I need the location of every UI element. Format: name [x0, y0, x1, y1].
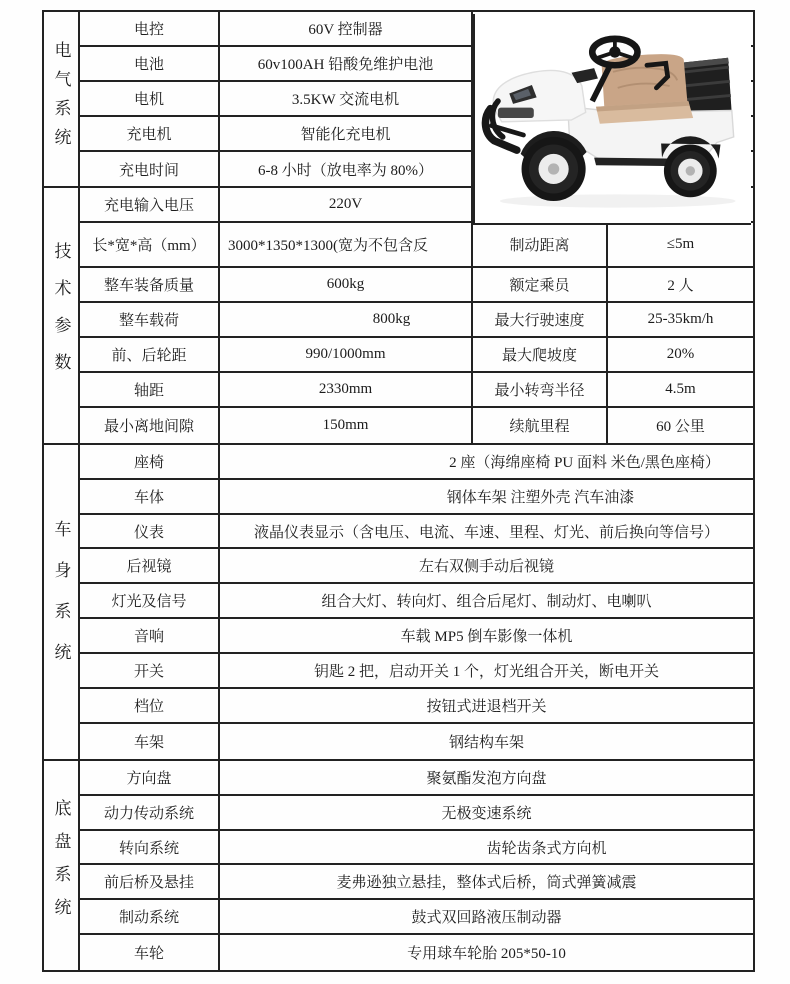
spec-name-cell: 电机 [80, 82, 220, 115]
table-row [80, 515, 753, 550]
section-label-text: 底盘系统 [51, 799, 71, 932]
spec-name-cell: 音响 [80, 619, 220, 652]
vehicle-photo-cell [473, 14, 751, 225]
spec-name-cell: 车轮 [80, 935, 220, 970]
spec-name-cell: 整车载荷 [80, 303, 220, 336]
spec-name-cell: 电池 [80, 47, 220, 80]
spec-value-cell: 2 座（海绵座椅 PU 面料 米色/黑色座椅） [449, 454, 720, 471]
spec-value-cell: 无极变速系统 [441, 805, 532, 822]
table-row [80, 408, 753, 443]
table-row [80, 796, 753, 831]
table-row [80, 689, 753, 724]
spec-value-cell: 220V [220, 188, 473, 221]
spec-name-cell: 最小离地间隙 [80, 408, 220, 443]
spec-value-cell: ≤5m [666, 236, 695, 253]
spec-name-cell: 动力传动系统 [80, 796, 220, 829]
spec-name-cell: 前后桥及悬挂 [80, 865, 220, 898]
spec-name-cell: 最大行驶速度 [473, 303, 608, 336]
spec-value-cell: 组合大灯、转向灯、组合后尾灯、制动灯、电喇叭 [321, 594, 652, 611]
section-label-chassis-system [44, 761, 80, 970]
spec-name-cell: 方向盘 [80, 761, 220, 794]
section-label-text: 技术参数 [51, 241, 71, 390]
table-row [80, 831, 753, 866]
spec-value-cell: 60 公里 [656, 418, 705, 435]
spec-value-cell: 150mm [220, 408, 473, 443]
spec-value-cell: 智能化充电机 [220, 117, 473, 150]
spec-name-cell: 续航里程 [473, 408, 608, 443]
section-body-system [44, 445, 753, 761]
spec-name-cell: 最小转弯半径 [473, 373, 608, 406]
spec-value-cell: 液晶仪表显示（含电压、电流、车速、里程、灯光、前后换向等信号） [253, 524, 719, 541]
table-row [80, 900, 753, 935]
table-row [80, 761, 753, 796]
spec-name-cell: 制动距离 [473, 223, 608, 266]
spec-name-cell: 档位 [80, 689, 220, 722]
table-row [80, 654, 753, 689]
table-row [80, 223, 753, 268]
table-row [80, 373, 753, 408]
table-row [80, 865, 753, 900]
spec-value-cell: 60v100AH 铅酸免维护电池 [220, 47, 473, 80]
spec-value-cell: 专用球车轮胎 205*50-10 [407, 946, 566, 963]
spec-name-cell: 额定乘员 [473, 268, 608, 301]
spec-name-cell: 长*宽*高（mm） [80, 223, 220, 266]
table-row [80, 338, 753, 373]
electric-utility-cart-image [480, 20, 746, 218]
table-row [80, 935, 753, 970]
spec-name-cell: 充电输入电压 [80, 188, 220, 221]
spec-name-cell: 电控 [80, 12, 220, 45]
section-tech-params [44, 188, 753, 444]
spec-value-cell: 3000*1350*1300(宽为不包含反 [220, 223, 473, 266]
section-label-tech-params [44, 188, 80, 442]
spec-name-cell: 整车装备质量 [80, 268, 220, 301]
spec-name-cell: 仪表 [80, 515, 220, 548]
section-label-text: 车身系统 [51, 519, 71, 684]
spec-name-cell: 转向系统 [80, 831, 220, 864]
spec-table [42, 10, 755, 972]
spec-name-cell: 开关 [80, 654, 220, 687]
section-label-text: 电气系统 [51, 41, 71, 158]
spec-value-cell: 4.5m [665, 380, 696, 397]
table-row [80, 549, 753, 584]
spec-value-cell: 3.5KW 交流电机 [220, 82, 473, 115]
table-row [80, 303, 753, 338]
spec-value-cell: 600kg [220, 268, 473, 301]
spec-value-cell: 2330mm [220, 373, 473, 406]
table-row [80, 268, 753, 303]
spec-value-cell: 2 人 [667, 278, 694, 295]
table-row [80, 584, 753, 619]
section-label-body-system [44, 445, 80, 759]
spec-name-cell: 后视镜 [80, 549, 220, 582]
table-row [80, 724, 753, 759]
spec-name-cell: 车体 [80, 480, 220, 513]
table-row [80, 480, 753, 515]
spec-value-cell: 鼓式双回路液压制动器 [411, 910, 562, 927]
spec-value-cell: 800kg [220, 303, 473, 336]
spec-name-cell: 充电机 [80, 117, 220, 150]
spec-name-cell: 前、后轮距 [80, 338, 220, 371]
spec-name-cell: 灯光及信号 [80, 584, 220, 617]
spec-name-cell: 座椅 [80, 445, 220, 478]
spec-value-cell: 钢体车架 注塑外壳 汽车油漆 [446, 489, 635, 506]
table-row [80, 619, 753, 654]
spec-value-cell: 20% [666, 346, 695, 363]
spec-name-cell: 轴距 [80, 373, 220, 406]
spec-value-cell: 6-8 小时（放电率为 80%） [220, 152, 473, 187]
section-chassis-system [44, 761, 753, 970]
spec-value-cell: 钥匙 2 把，启动开关 1 个，灯光组合开关，断电开关 [313, 664, 659, 681]
spec-name-cell: 最大爬坡度 [473, 338, 608, 371]
spec-value-cell: 按钮式进退档开关 [426, 698, 547, 715]
spec-name-cell: 充电时间 [80, 152, 220, 187]
table-row [80, 445, 753, 480]
section-label-electrical [44, 12, 80, 186]
spec-value-cell: 齿轮齿条式方向机 [486, 840, 607, 857]
spec-value-cell: 990/1000mm [220, 338, 473, 371]
spec-name-cell: 制动系统 [80, 900, 220, 933]
spec-value-cell: 聚氨酯发泡方向盘 [426, 770, 547, 787]
spec-value-cell: 25-35km/h [647, 311, 714, 328]
spec-value-cell: 60V 控制器 [220, 12, 473, 45]
spec-value-cell: 钢结构车架 [448, 734, 524, 751]
spec-value-cell: 左右双侧手动后视镜 [418, 559, 554, 576]
spec-value-cell: 麦弗逊独立悬挂，整体式后桥，筒式弹簧减震 [336, 875, 637, 892]
spec-name-cell: 车架 [80, 724, 220, 759]
spec-value-cell: 车载 MP5 倒车影像一体机 [400, 629, 573, 646]
